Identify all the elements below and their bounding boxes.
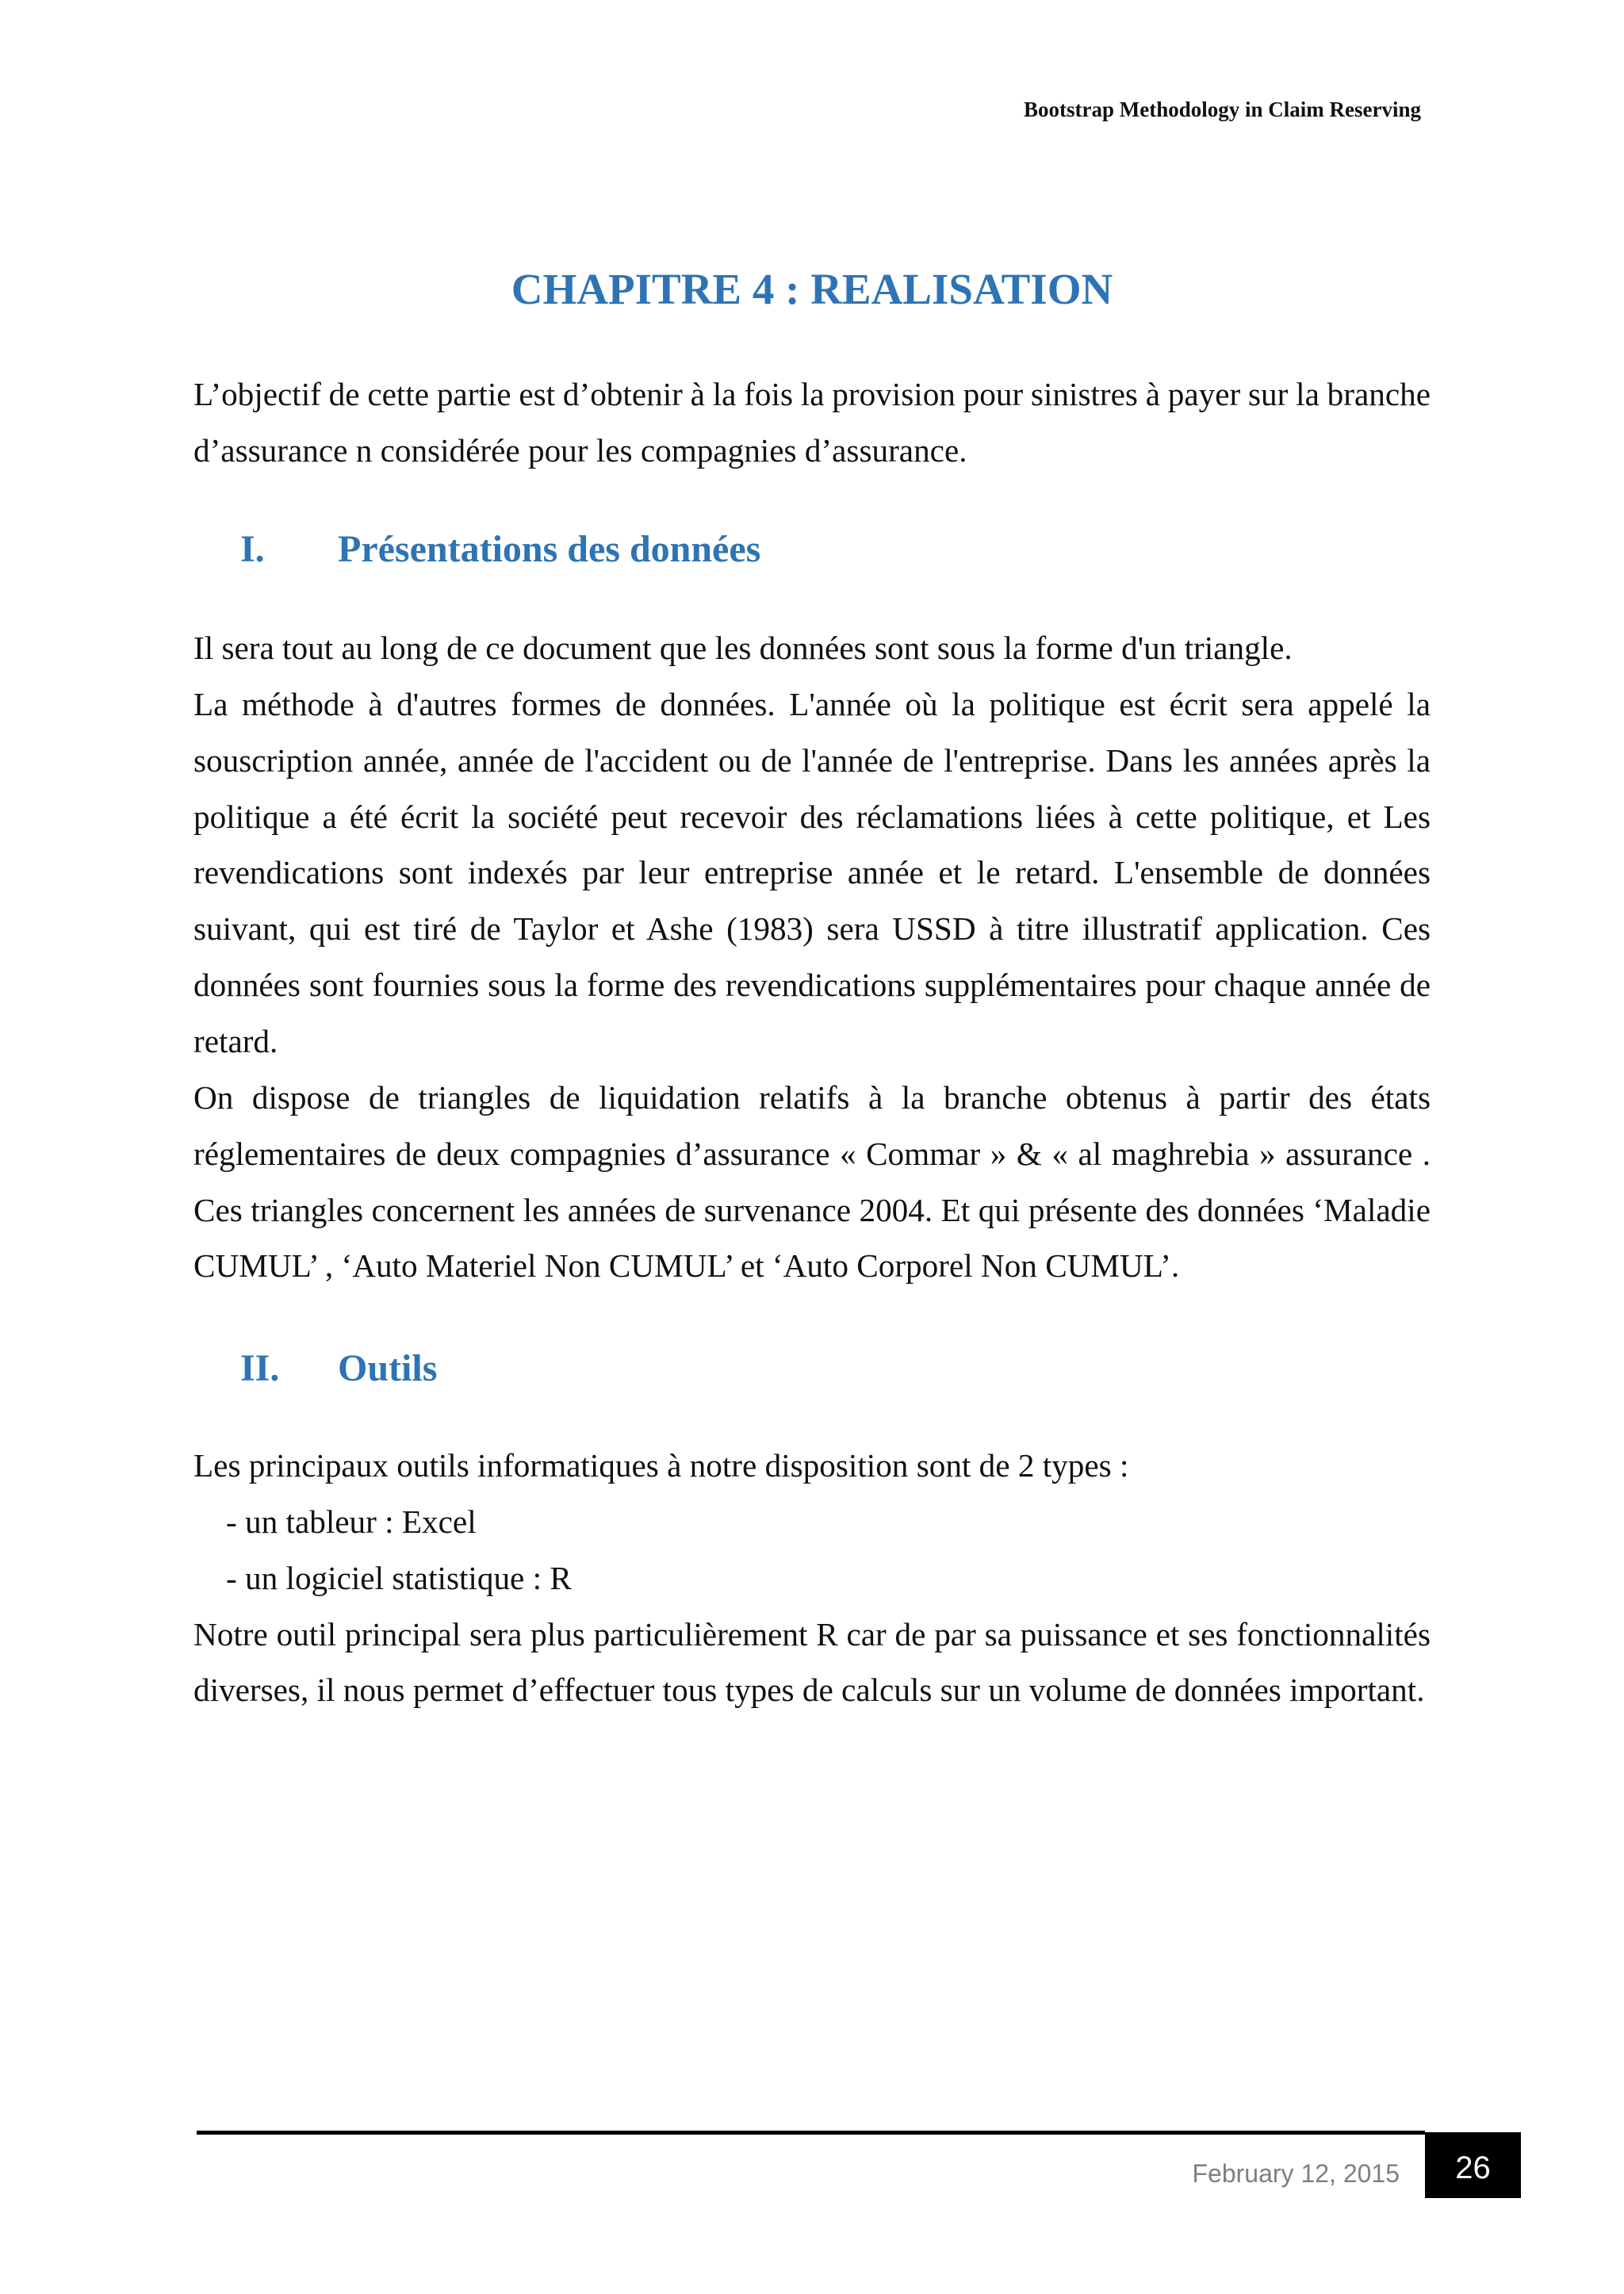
- section-number: II.: [240, 1347, 280, 1389]
- section-title: Outils: [338, 1347, 438, 1389]
- text-line: retard.: [193, 1023, 278, 1060]
- section-heading-outils: [240, 1345, 437, 1392]
- page-number: 26: [1455, 2150, 1491, 2185]
- footer-date: February 12, 2015: [1192, 2159, 1400, 2188]
- tools-list: [193, 1494, 1431, 1607]
- section-presentations-body: [193, 620, 1431, 1294]
- intro-paragraph: [193, 366, 1431, 479]
- paragraph: [193, 676, 1431, 1070]
- section-outils-body: [193, 1438, 1431, 1718]
- running-header: Bootstrap Methodology in Claim Reserving: [1024, 98, 1421, 121]
- text-line: Notre outil principal sera plus particulièrement R car de par sa puissance et ses fonctionnalités: [193, 1615, 1431, 1653]
- text-line: d’assurance n considérée pour les compagnies d’assurance.: [193, 431, 967, 469]
- text-line: La méthode à d'autres formes de données. L'année où la politique est écrit sera appelé la: [193, 685, 1431, 722]
- text-line: On dispose de triangles de liquidation relatifs à la branche obtenus à partir des états: [193, 1078, 1431, 1116]
- section-number: I.: [240, 528, 265, 570]
- text-line: Il sera tout au long de ce document que les données sont sous la forme d'un triangle.: [193, 630, 1293, 666]
- list-item: - un logiciel statistique : R: [226, 1559, 572, 1596]
- section-heading-presentations: [240, 526, 760, 573]
- text-line: suivant, qui est tiré de Taylor et Ashe (1983) sera USSD à titre illustratif application. Ces: [193, 910, 1431, 948]
- text-line: politique a été écrit la société peut recevoir des réclamations liées à cette politique, et Les: [193, 798, 1431, 835]
- paragraph: [193, 620, 1431, 676]
- section-title: Présentations des données: [338, 528, 761, 570]
- chapter-title: CHAPITRE 4 : REALISATION: [511, 265, 1113, 313]
- text-line: Ces triangles concernent les années de survenance 2004. Et qui présente des données ‘Maladie: [193, 1191, 1431, 1228]
- text-line: CUMUL’ , ‘Auto Materiel Non CUMUL’ et ‘Auto Corporel Non CUMUL’.: [193, 1247, 1180, 1285]
- text-line: souscription année, année de l'accident ou de l'année de l'entreprise. Dans les années après la: [193, 741, 1431, 779]
- footer-rule: [197, 2131, 1425, 2135]
- list-item: - un tableur : Excel: [226, 1503, 477, 1540]
- text-line: revendications sont indexés par leur entreprise année et le retard. L'ensemble de données: [193, 854, 1431, 891]
- paragraph: [193, 1070, 1431, 1294]
- text-line: données sont fournies sous la forme des revendications supplémentaires pour chaque année de: [193, 967, 1431, 1004]
- page-number-box: [1425, 2132, 1521, 2198]
- text-line: réglementaires de deux compagnies d’assurance « Commar » & « al maghrebia » assurance .: [193, 1135, 1431, 1172]
- text-line: L’objectif de cette partie est d’obtenir à la fois la provision pour sinistres à payer sur la branche: [193, 376, 1431, 412]
- text-line: Les principaux outils informatiques à notre disposition sont de 2 types :: [193, 1447, 1129, 1484]
- paragraph: [193, 1607, 1431, 1719]
- text-line: diverses, il nous permet d’effectuer tous types de calculs sur un volume de données important.: [193, 1672, 1425, 1709]
